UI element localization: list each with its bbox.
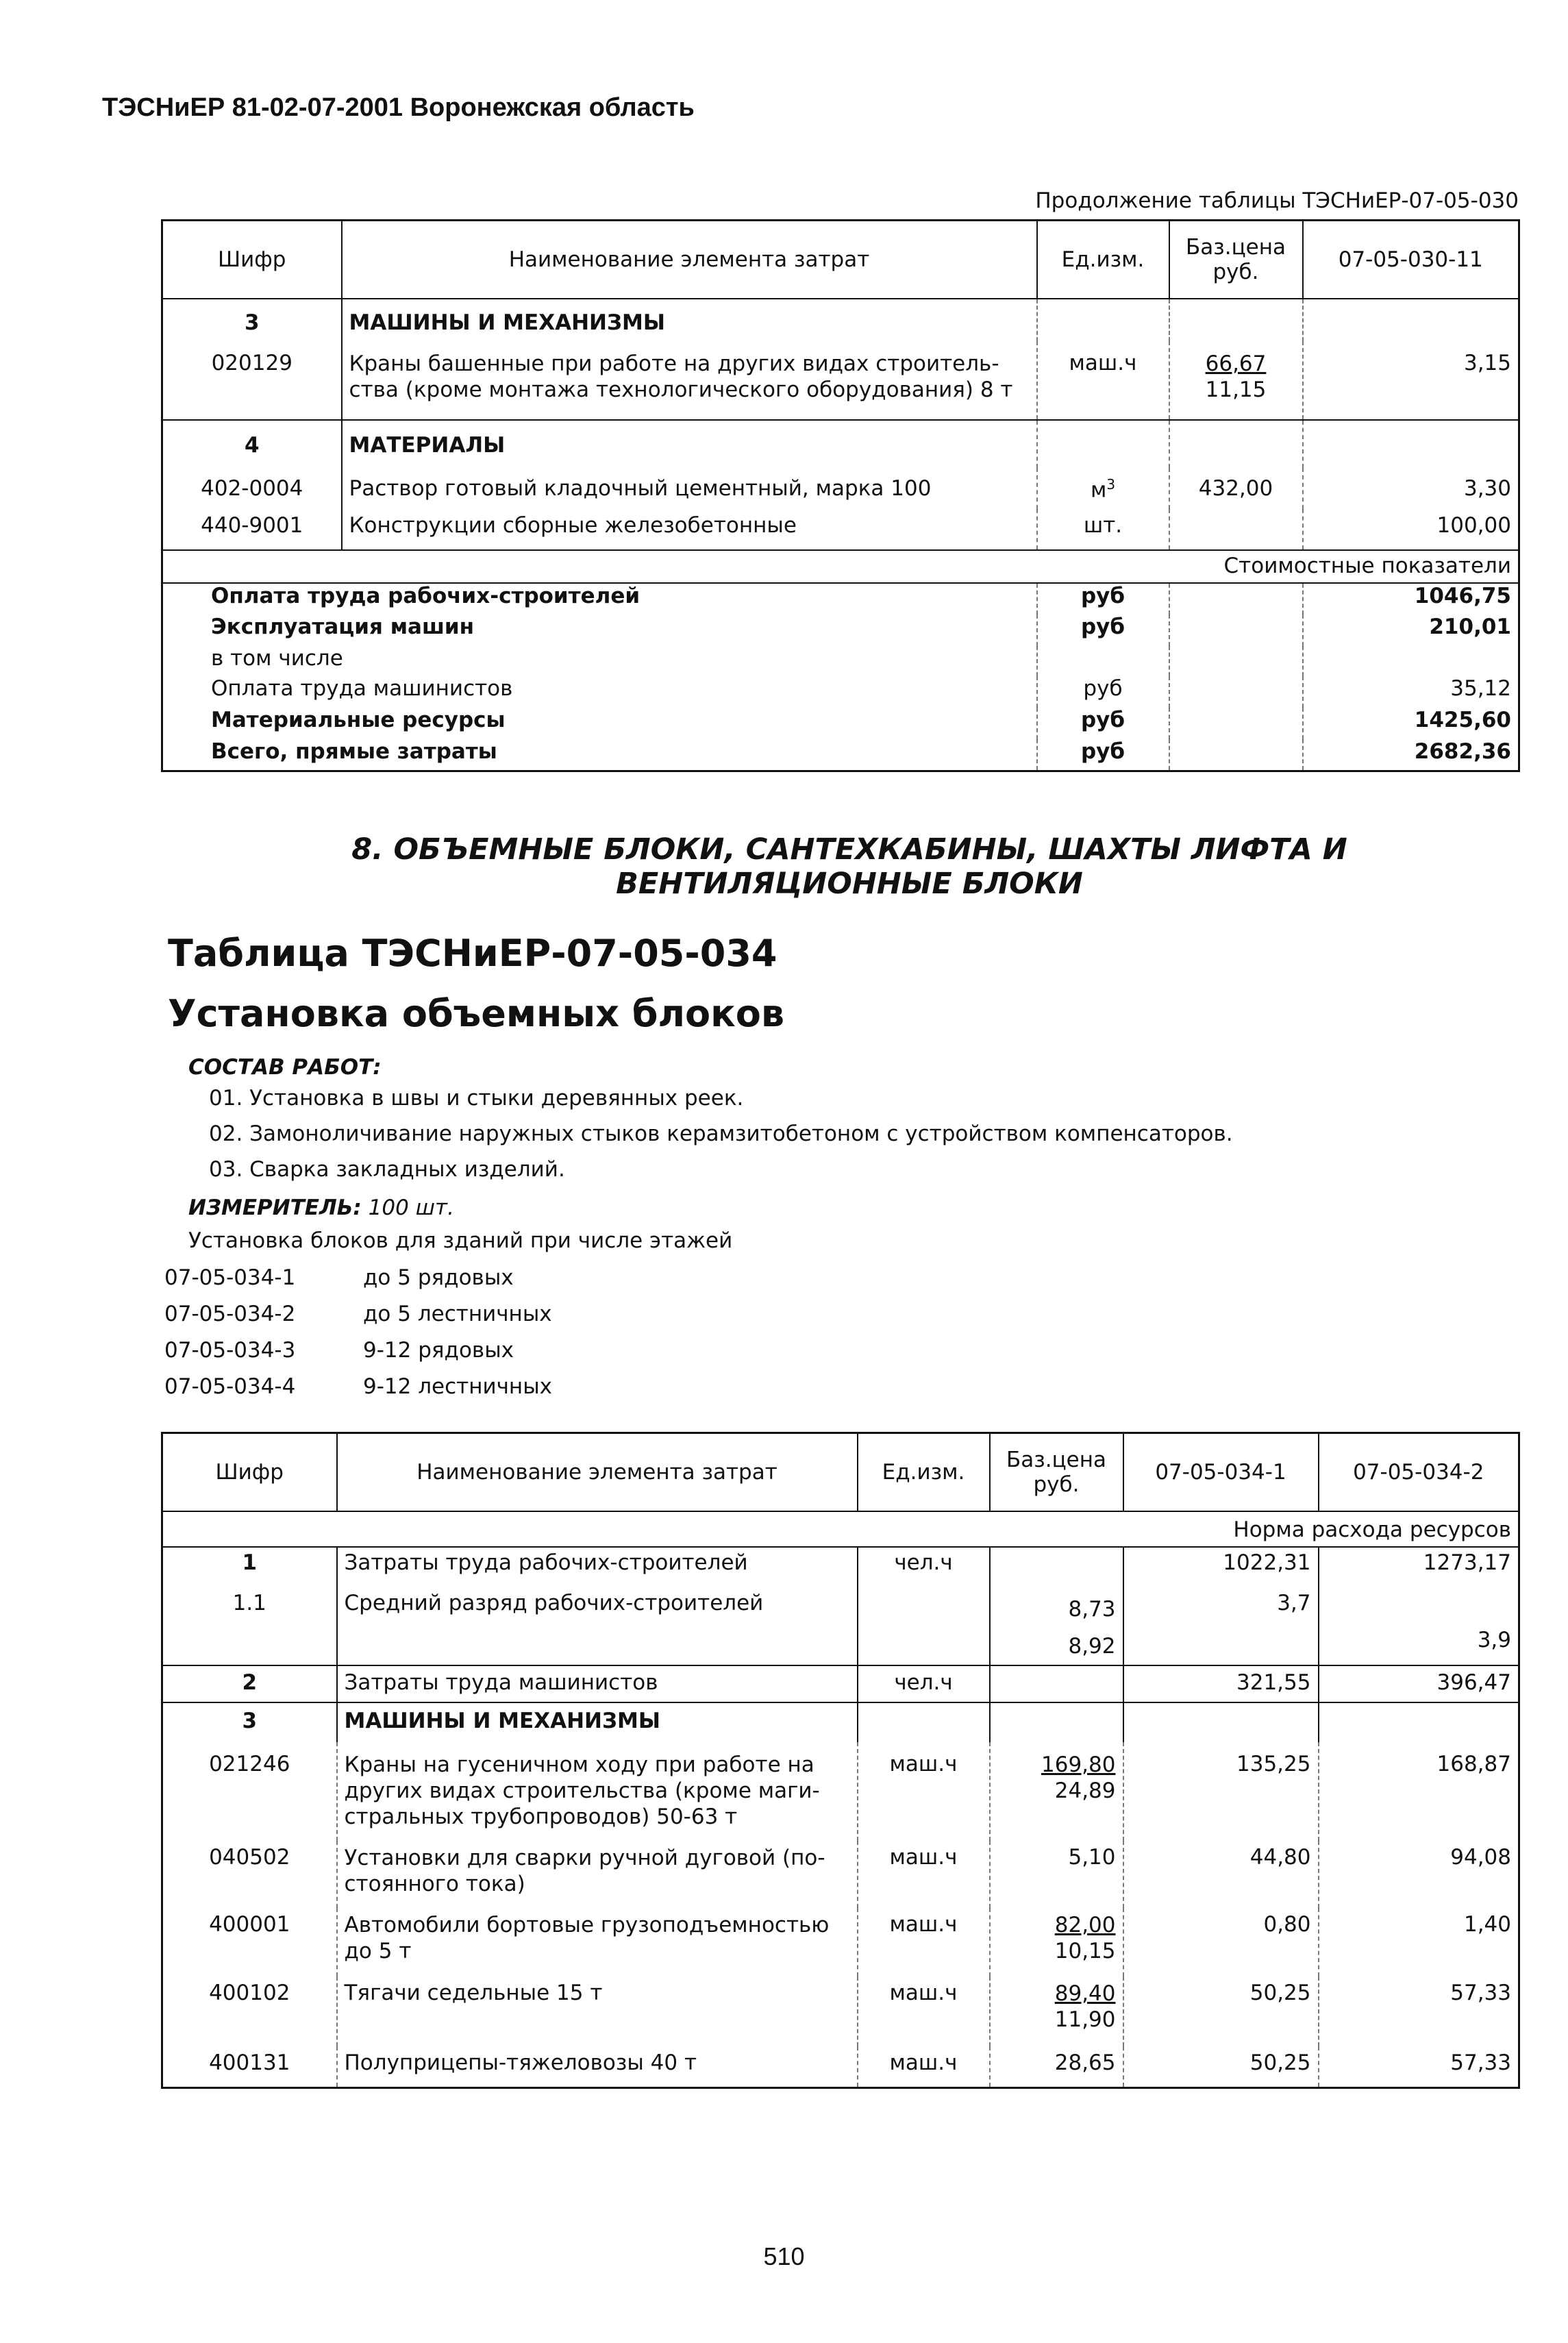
price-cell: 432,00 bbox=[1169, 468, 1303, 509]
name-cell: Затраты труда рабочих-строителей bbox=[337, 1547, 858, 1585]
value-cell: 168,87 bbox=[1319, 1742, 1519, 1841]
code-cell: 402-0004 bbox=[201, 476, 303, 501]
name-cell: Затраты труда машинистов bbox=[337, 1665, 858, 1702]
name-cell: Раствор готовый кладочный цементный, марка 100 bbox=[342, 468, 1037, 509]
section-title: МАШИНЫ И МЕХАНИЗМЫ bbox=[342, 299, 1037, 341]
header-price: Баз.цена руб. bbox=[990, 1433, 1123, 1512]
name-cell: Установки для сварки ручной дуговой (по- стоянного тока) bbox=[337, 1841, 858, 1908]
norm-code: 07-05-034-4 bbox=[164, 1374, 296, 1399]
unit-cell: чел.ч bbox=[858, 1547, 990, 1585]
section-heading: 8. ОБЪЕМНЫЕ БЛОКИ, САНТЕХКАБИНЫ, ШАХТЫ ЛИФТА И ВЕНТИЛЯЦИОННЫЕ БЛОКИ bbox=[351, 832, 1347, 901]
name-cell: Конструкции сборные железобетонные bbox=[342, 509, 1037, 550]
value-cell: 3,15 bbox=[1303, 341, 1519, 420]
table-subtitle: Установка объемных блоков bbox=[168, 992, 785, 1035]
code-cell: 400001 bbox=[209, 1912, 290, 1937]
cost-value: 35,12 bbox=[1303, 676, 1519, 708]
value-cell: 3,9 bbox=[1319, 1585, 1519, 1665]
norm-code: 07-05-034-1 bbox=[164, 1265, 296, 1290]
header-price: Баз.цена руб. bbox=[1169, 221, 1303, 299]
price-cell: 8,73 8,92 bbox=[990, 1585, 1123, 1665]
value-cell: 321,55 bbox=[1123, 1665, 1319, 1702]
value-cell: 50,25 bbox=[1123, 1976, 1319, 2046]
measurer: ИЗМЕРИТЕЛЬ: 100 шт. bbox=[188, 1195, 454, 1220]
unit-cell: чел.ч bbox=[858, 1665, 990, 1702]
cost-value: 1425,60 bbox=[1303, 708, 1519, 739]
cost-unit: руб bbox=[1037, 676, 1169, 708]
value-cell: 3,30 bbox=[1303, 468, 1519, 509]
name-cell: Краны башенные при работе на других видах строитель- ства (кроме монтажа технологического оборудования) 8 т bbox=[342, 341, 1037, 420]
header-unit: Ед.изм. bbox=[858, 1433, 990, 1512]
table-row bbox=[162, 1547, 1519, 1585]
code-cell: 1 bbox=[242, 1550, 258, 1575]
norm-code-description: до 5 рядовых bbox=[363, 1265, 514, 1290]
table-row bbox=[162, 468, 1519, 509]
code-cell: 020129 bbox=[211, 351, 293, 375]
cost-label: Всего, прямые затраты bbox=[211, 739, 497, 764]
code-cell: 400102 bbox=[209, 1981, 290, 2005]
norm-code-description: до 5 лестничных bbox=[363, 1302, 552, 1326]
unit-cell: маш.ч bbox=[858, 2046, 990, 2087]
cost-label: в том числе bbox=[211, 646, 343, 671]
header-column-2: 07-05-034-2 bbox=[1319, 1433, 1519, 1512]
norm-code-description: 9-12 рядовых bbox=[363, 1338, 514, 1363]
cost-unit: руб bbox=[1037, 583, 1169, 615]
table-row bbox=[162, 509, 1519, 550]
cost-value: 2682,36 bbox=[1303, 739, 1519, 771]
header-column: 07-05-030-11 bbox=[1303, 221, 1519, 299]
unit-cell: маш.ч bbox=[858, 1908, 990, 1976]
unit-cell: шт. bbox=[1037, 509, 1169, 550]
value-cell: 50,25 bbox=[1123, 2046, 1319, 2087]
value-cell: 1022,31 bbox=[1123, 1547, 1319, 1585]
value-cell: 94,08 bbox=[1319, 1841, 1519, 1908]
section-number: 4 bbox=[162, 420, 342, 468]
header-name: Наименование элемента затрат bbox=[337, 1433, 858, 1512]
unit-cell: маш.ч bbox=[858, 1742, 990, 1841]
value-cell: 3,7 bbox=[1123, 1585, 1319, 1665]
section-number: 3 bbox=[162, 1702, 337, 1742]
table-row bbox=[162, 1665, 1519, 1702]
cost-label: Оплата труда машинистов bbox=[211, 676, 513, 701]
cost-unit: руб bbox=[1037, 615, 1169, 646]
cost-label: Оплата труда рабочих-строителей bbox=[211, 584, 640, 608]
norm-code-description: 9-12 лестничных bbox=[363, 1374, 553, 1399]
price-cell: 66,67 11,15 bbox=[1169, 341, 1303, 420]
unit-cell: маш.ч bbox=[1037, 341, 1169, 420]
header-unit: Ед.изм. bbox=[1037, 221, 1169, 299]
page-number: 510 bbox=[763, 2242, 805, 2270]
unit-cell: $м^3$ bbox=[1037, 468, 1169, 509]
header-column-1: 07-05-034-1 bbox=[1123, 1433, 1319, 1512]
code-cell: 021246 bbox=[209, 1752, 290, 1776]
norm-header: Норма расхода ресурсов bbox=[1123, 1511, 1519, 1547]
table-row bbox=[162, 2046, 1519, 2087]
section-title: МАТЕРИАЛЫ bbox=[342, 420, 1037, 468]
table-row bbox=[162, 1976, 1519, 2046]
cost-unit: руб bbox=[1037, 708, 1169, 739]
value-cell: 1273,17 bbox=[1319, 1547, 1519, 1585]
price-cell: 82,00 10,15 bbox=[990, 1908, 1123, 1976]
table-row bbox=[162, 341, 1519, 420]
code-cell: 2 bbox=[162, 1665, 337, 1702]
cost-indicators-header: Стоимостные показатели bbox=[1169, 550, 1519, 583]
cost-label: Эксплуатация машин bbox=[211, 615, 475, 639]
work-item: 03. Сварка закладных изделий. bbox=[209, 1157, 565, 1182]
name-cell: Краны на гусеничном ходу при работе на других видах строительства (кроме маги- стральных трубопроводов) 50-63 т bbox=[337, 1742, 858, 1841]
name-cell: Тягачи седельные 15 т bbox=[337, 1976, 858, 2046]
header-code: Шифр bbox=[162, 221, 342, 299]
cost-table-07-05-030 bbox=[161, 219, 1520, 772]
table-row bbox=[162, 1908, 1519, 1976]
section-title: МАШИНЫ И МЕХАНИЗМЫ bbox=[337, 1702, 858, 1742]
table-continuation-label: Продолжение таблицы ТЭСНиЕР-07-05-030 bbox=[1035, 188, 1519, 213]
value-cell: 0,80 bbox=[1123, 1908, 1319, 1976]
table-row bbox=[162, 1585, 1519, 1665]
header-name: Наименование элемента затрат bbox=[342, 221, 1037, 299]
table-title: Таблица ТЭСНиЕР-07-05-034 bbox=[168, 932, 777, 975]
price-cell: 89,40 11,90 bbox=[990, 1976, 1123, 2046]
cost-label: Материальные ресурсы bbox=[211, 708, 506, 732]
code-cell: 1.1 bbox=[232, 1591, 266, 1615]
table-row bbox=[162, 1742, 1519, 1841]
installation-note: Установка блоков для зданий при числе этажей bbox=[188, 1228, 733, 1253]
norm-code: 07-05-034-2 bbox=[164, 1302, 296, 1326]
name-cell: Полуприцепы-тяжеловозы 40 т bbox=[337, 2046, 858, 2087]
unit-cell: маш.ч bbox=[858, 1841, 990, 1908]
resource-table-07-05-034 bbox=[161, 1432, 1520, 2089]
unit-cell: маш.ч bbox=[858, 1976, 990, 2046]
code-cell: 440-9001 bbox=[201, 513, 303, 538]
price-cell: 169,80 24,89 bbox=[990, 1742, 1123, 1841]
value-cell: 44,80 bbox=[1123, 1841, 1319, 1908]
value-cell: 396,47 bbox=[1319, 1665, 1519, 1702]
cost-value: 210,01 bbox=[1303, 615, 1519, 646]
table-row bbox=[162, 1841, 1519, 1908]
name-cell: Средний разряд рабочих-строителей bbox=[337, 1585, 858, 1665]
value-cell: 57,33 bbox=[1319, 1976, 1519, 2046]
value-cell: 135,25 bbox=[1123, 1742, 1319, 1841]
value-cell: 1,40 bbox=[1319, 1908, 1519, 1976]
code-cell: 040502 bbox=[209, 1845, 290, 1870]
value-cell: 100,00 bbox=[1303, 509, 1519, 550]
norm-code: 07-05-034-3 bbox=[164, 1338, 296, 1363]
cost-unit: руб bbox=[1037, 739, 1169, 771]
header-code: Шифр bbox=[162, 1433, 337, 1512]
price-cell: 28,65 bbox=[990, 2046, 1123, 2087]
work-item: 02. Замоноличивание наружных стыков керамзитобетоном с устройством компенсаторов. bbox=[209, 1121, 1233, 1146]
name-cell: Автомобили бортовые грузоподъемностью до 5 т bbox=[337, 1908, 858, 1976]
running-header: ТЭСНиЕР 81-02-07-2001 Воронежская область bbox=[102, 93, 695, 122]
price-cell: 5,10 bbox=[990, 1841, 1123, 1908]
code-cell: 400131 bbox=[209, 2050, 290, 2075]
cost-value: 1046,75 bbox=[1303, 583, 1519, 615]
section-number: 3 bbox=[244, 310, 260, 335]
value-cell: 57,33 bbox=[1319, 2046, 1519, 2087]
work-item: 01. Установка в швы и стыки деревянных реек. bbox=[209, 1086, 744, 1111]
work-composition-label: СОСТАВ РАБОТ: bbox=[188, 1055, 382, 1080]
